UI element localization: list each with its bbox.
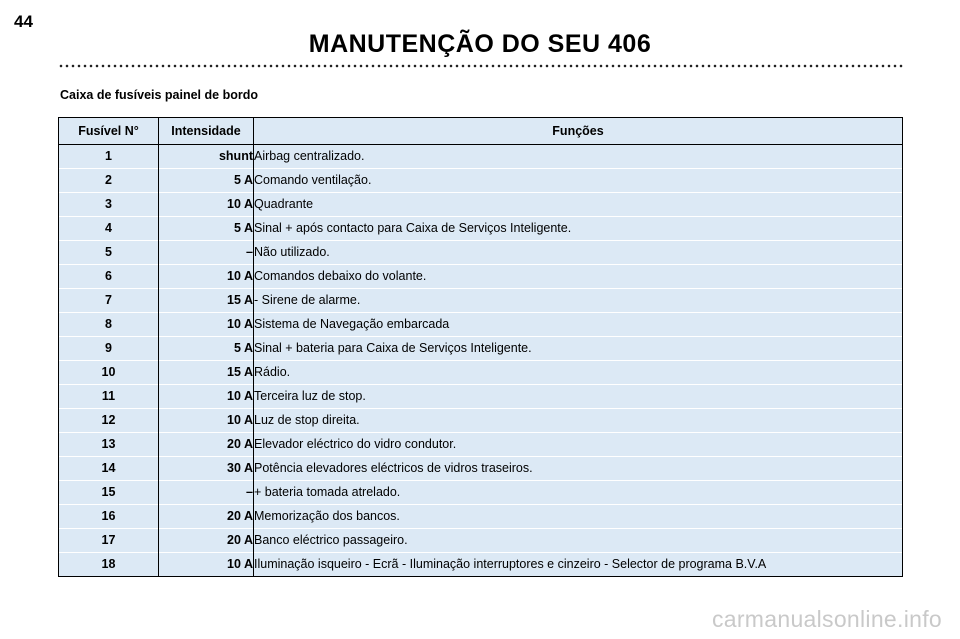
function-cell: Luz de stop direita. xyxy=(254,409,903,433)
header-intensity: Intensidade xyxy=(159,118,254,145)
function-cell: Elevador eléctrico do vidro condutor. xyxy=(254,433,903,457)
table-header-row xyxy=(59,118,903,145)
page-title: MANUTENÇÃO DO SEU 406 xyxy=(308,30,652,58)
table-row xyxy=(59,505,903,529)
dotted-divider xyxy=(58,64,903,68)
fuse-number-cell: 11 xyxy=(59,385,159,409)
header-fuse-number: Fusível N° xyxy=(59,118,159,145)
fuse-number-cell: 14 xyxy=(59,457,159,481)
intensity-cell: 15 A xyxy=(159,289,254,313)
table-row xyxy=(59,433,903,457)
function-cell: Potência elevadores eléctricos de vidros traseiros. xyxy=(254,457,903,481)
fuse-number-cell: 10 xyxy=(59,361,159,385)
table-row xyxy=(59,481,903,505)
fuse-number-cell: 9 xyxy=(59,337,159,361)
function-cell: Sistema de Navegação embarcada xyxy=(254,313,903,337)
fuse-number-cell: 13 xyxy=(59,433,159,457)
fuse-number-cell: 7 xyxy=(59,289,159,313)
intensity-cell: 10 A xyxy=(159,409,254,433)
fuse-number-cell: 3 xyxy=(59,193,159,217)
function-cell: - Sirene de alarme. xyxy=(254,289,903,313)
fuse-number-cell: 12 xyxy=(59,409,159,433)
table-row xyxy=(59,313,903,337)
table-row xyxy=(59,265,903,289)
fuse-table xyxy=(58,117,903,577)
table-row xyxy=(59,169,903,193)
function-cell: + bateria tomada atrelado. xyxy=(254,481,903,505)
intensity-cell: 20 A xyxy=(159,505,254,529)
table-row xyxy=(59,145,903,169)
function-cell: Sinal + bateria para Caixa de Serviços Inteligente. xyxy=(254,337,903,361)
fuse-number-cell: 18 xyxy=(59,553,159,577)
intensity-cell: 10 A xyxy=(159,313,254,337)
function-cell: Airbag centralizado. xyxy=(254,145,903,169)
section-title: Caixa de fusíveis painel de bordo xyxy=(60,88,258,102)
function-cell: Quadrante xyxy=(254,193,903,217)
fuse-table-body xyxy=(59,145,903,577)
function-cell: Comandos debaixo do volante. xyxy=(254,265,903,289)
function-cell: Comando ventilação. xyxy=(254,169,903,193)
intensity-cell: 5 A xyxy=(159,169,254,193)
table-row xyxy=(59,241,903,265)
table-row xyxy=(59,409,903,433)
fuse-number-cell: 1 xyxy=(59,145,159,169)
function-cell: Não utilizado. xyxy=(254,241,903,265)
watermark: carmanualsonline.info xyxy=(711,606,942,632)
intensity-cell: – xyxy=(159,241,254,265)
function-cell: Sinal + após contacto para Caixa de Serviços Inteligente. xyxy=(254,217,903,241)
intensity-cell: 10 A xyxy=(159,553,254,577)
function-cell: Banco eléctrico passageiro. xyxy=(254,529,903,553)
header-functions: Funções xyxy=(254,118,903,145)
page-number: 44 xyxy=(14,12,33,31)
function-cell: Iluminação isqueiro - Ecrã - Iluminação interruptores e cinzeiro - Selector de programa B.V.A xyxy=(254,553,903,577)
table-row xyxy=(59,385,903,409)
intensity-cell: shunt xyxy=(159,145,254,169)
fuse-number-cell: 8 xyxy=(59,313,159,337)
fuse-number-cell: 4 xyxy=(59,217,159,241)
intensity-cell: 10 A xyxy=(159,193,254,217)
intensity-cell: 5 A xyxy=(159,337,254,361)
table-row xyxy=(59,361,903,385)
function-cell: Terceira luz de stop. xyxy=(254,385,903,409)
intensity-cell: 30 A xyxy=(159,457,254,481)
table-row xyxy=(59,529,903,553)
table-row xyxy=(59,553,903,577)
intensity-cell: 20 A xyxy=(159,529,254,553)
intensity-cell: 20 A xyxy=(159,433,254,457)
fuse-number-cell: 5 xyxy=(59,241,159,265)
intensity-cell: 10 A xyxy=(159,385,254,409)
fuse-number-cell: 6 xyxy=(59,265,159,289)
fuse-number-cell: 17 xyxy=(59,529,159,553)
intensity-cell: 10 A xyxy=(159,265,254,289)
table-row xyxy=(59,217,903,241)
table-row xyxy=(59,457,903,481)
fuse-number-cell: 2 xyxy=(59,169,159,193)
intensity-cell: 15 A xyxy=(159,361,254,385)
fuse-number-cell: 16 xyxy=(59,505,159,529)
table-row xyxy=(59,289,903,313)
table-row xyxy=(59,193,903,217)
intensity-cell: 5 A xyxy=(159,217,254,241)
function-cell: Rádio. xyxy=(254,361,903,385)
fuse-number-cell: 15 xyxy=(59,481,159,505)
table-row xyxy=(59,337,903,361)
intensity-cell: – xyxy=(159,481,254,505)
function-cell: Memorização dos bancos. xyxy=(254,505,903,529)
